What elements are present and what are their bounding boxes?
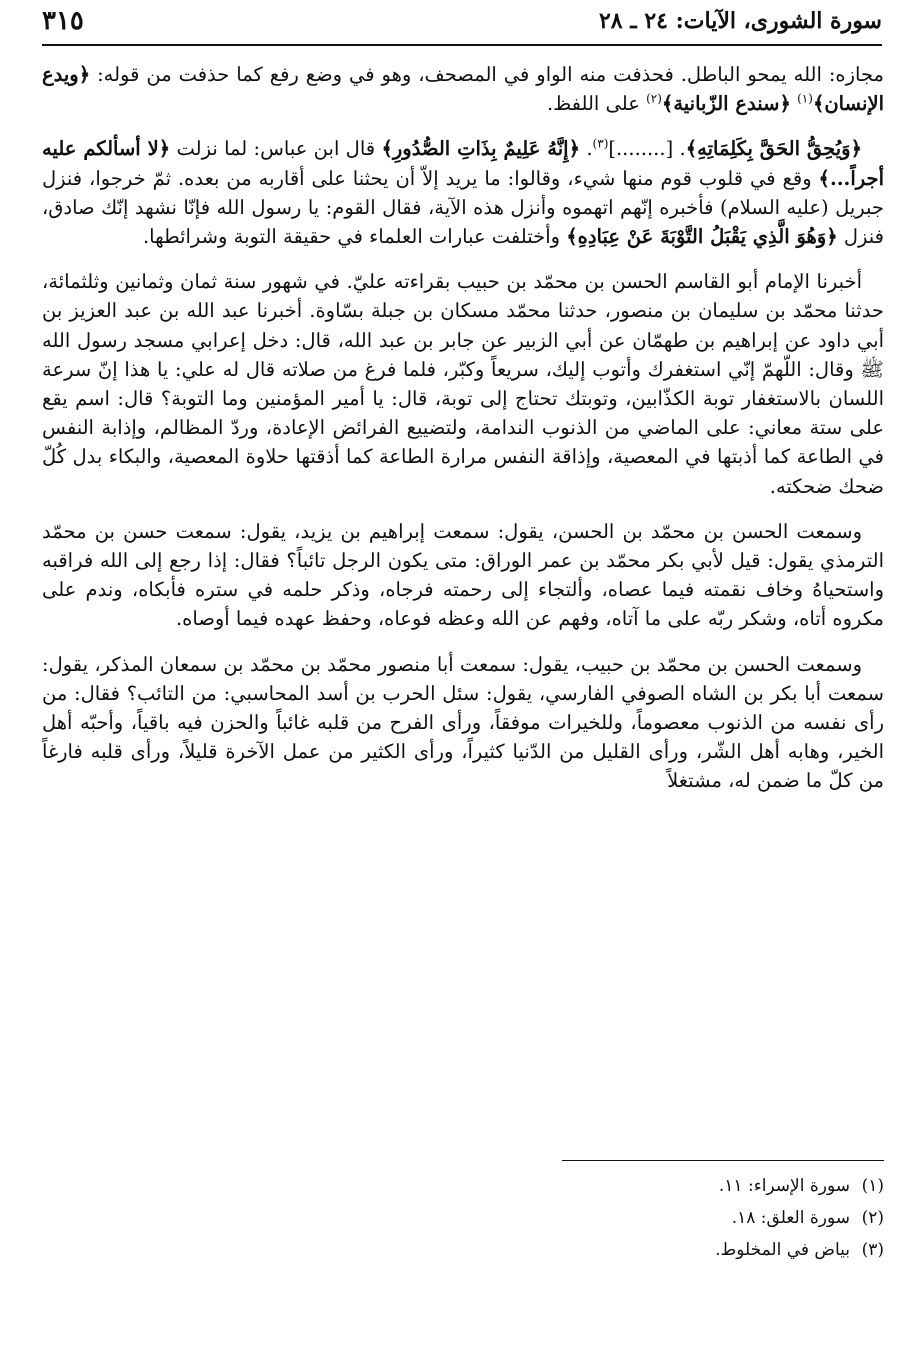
footnote-text: بياض في المخلوط. — [715, 1240, 850, 1260]
paragraph-1 — [42, 60, 884, 118]
quran-quote: ﴿سندع الزّبانية﴾ — [661, 92, 791, 116]
paragraph-5: وسمعت الحسن بن محمّد بن حبيب، يقول: سمعت أبا منصور محمّد بن محمّد بن سمعان المذكر، يقول: سمعت أبا بكر بن الشاه الصوفي الفارسي، يقول: سئل الحرب بن أسد المحاسبي: من التائب؟ فقال: من رأى نفسه من الذنوب معصوماً، وللخيرات موفقاً، ورأى الفرح من قلبه غائباً والحزن فيه باقياً، وأحبّه أهل الخير، وهابه أهل الشّر، ورأى القليل من الدّنيا كثيراً، ورأى الكثير من عمل الآخرة قليلاً، ورأى قلبه فارغاً من كلّ ما ضمن له، مشتغلاً — [42, 652, 884, 793]
footnote-ref: (١) — [797, 91, 813, 106]
footnote-number: (١) — [861, 1176, 884, 1196]
quran-quote: ﴿لا أسألكم عليه أجراً...﴾ — [42, 137, 884, 190]
footnote-ref: (٢) — [646, 91, 662, 106]
running-title: سورة الشورى، الآيات: ٢٤ ـ ٢٨ — [598, 8, 882, 34]
footnote-3 — [42, 1234, 884, 1266]
text-run: وأختلفت عبارات العلماء في حقيقة التوبة وشرائطها. — [142, 225, 567, 249]
footnotes — [42, 1170, 884, 1266]
text-run: مجازه: الله يمحو الباطل. فحذفت منه الواو في المصحف، وهو في وضع رفع كما حذفت من قوله: — [90, 63, 884, 86]
page-header — [42, 4, 882, 46]
footnote-text: سورة العلق: ١٨. — [731, 1208, 850, 1228]
paragraph-4: وسمعت الحسن بن محمّد بن الحسن، يقول: سمعت إبراهيم بن يزيد، يقول: سمعت حسن بن محمّد الترمذي يقول: قيل لأبي بكر محمّد بن عمر الوراق: متى يكون الرجل تائباً؟ فقال: إذا رجع إلى الله فراقبه واستحياهُ وخاف نقمته فيما عصاه، وألتجاء إلى رحمته فرجاه، وذكر حلمه في ستره فأبكاه، وندم على مكروه أتاه، وشكر ربّه على ما آتاه، وفهم عن الله وعظه فوعاه، وحفظ عهده فيما أوصاه. — [42, 519, 884, 631]
footnote-divider — [562, 1160, 884, 1161]
footnote-1 — [42, 1170, 884, 1202]
footnote-number: (٣) — [861, 1240, 884, 1260]
quran-quote: ﴿إِنَّهُ عَلِيمٌ بِذَاتِ الصُّدُورِ﴾ — [381, 137, 581, 161]
footnote-text: سورة الإسراء: ١١. — [718, 1176, 850, 1196]
paragraph-3: أخبرنا الإمام أبو القاسم الحسن بن محمّد بن حبيب بقراءته عليّ. في شهور سنة ثمان وثمانين وثلثمائة، حدثنا محمّد بن سليمان بن منصور، حدثنا محمّد مسكان بن جبلة بسّاوة. أخبرنا عبد الله بن عبد العزيز بن أبي داود عن إبراهيم بن طهمّان عن أبي الزبير عن جابر بن عبد الله، قال: دخل إعرابي مسجد رسول الله ﷺ وقال: اللّهمّ إنّي استغفرك وأتوب إليك، سريعاً وكبّر، فلما فرغ من صلاته قال له علي: يا هذا إنّ سرعة اللسان بالاستغفار توبة الكذّابين، وتوبتك تحتاج إلى توبة، قال: يا أمير المؤمنين وما التوبة؟ قال: اسم يقع على ستة معاني: على الماضي من الذنوب الندامة، ولتضييع الفرائض الإعادة، وردّ المظالم، وإذابة النفس في الطاعة كما أذبتها في المعصية، وإذاقة النفس مرارة الطاعة كما أذقتها حلاوة المعصية، والبكاء بدل كُلّ ضحك ضحكته. — [42, 270, 884, 498]
footnote-ref: (٣) — [592, 136, 609, 151]
footnote-number: (٢) — [861, 1208, 884, 1228]
paragraph-2 — [42, 134, 884, 251]
main-text — [42, 60, 884, 812]
quran-quote: ﴿وَهُوَ الَّذِي يَقْبَلُ التَّوْبَةَ عَنْ عِبَادِهِ﴾ — [566, 225, 838, 249]
text-run: على اللفظ. — [546, 92, 647, 116]
text-run: قال ابن عباس: لما نزلت — [170, 137, 382, 161]
text-run: وقع في قلوب قوم منها شيء، وقالوا: ما يريد إلاّ أن يحثنا على أقاربه من بعده. ثمّ خرجوا، فنزل جبريل (عليه السلام) فأخبره إنّهم اتهموه وأنزل هذه الآية، فقال القوم: يا رسول الله فإنّا نشهد إنّك صادق، فنزل — [42, 166, 884, 249]
quran-quote: ﴿ويدع الإنسان﴾ — [42, 63, 884, 116]
page-number: ٣١٥ — [42, 6, 84, 36]
text-run: . — [580, 137, 593, 161]
footnote-2 — [42, 1202, 884, 1234]
text-run: . [........] — [608, 137, 686, 161]
quran-quote: ﴿وَيُحِقُّ الحَقَّ بِكَلِمَاتِهِ﴾ — [685, 137, 863, 161]
